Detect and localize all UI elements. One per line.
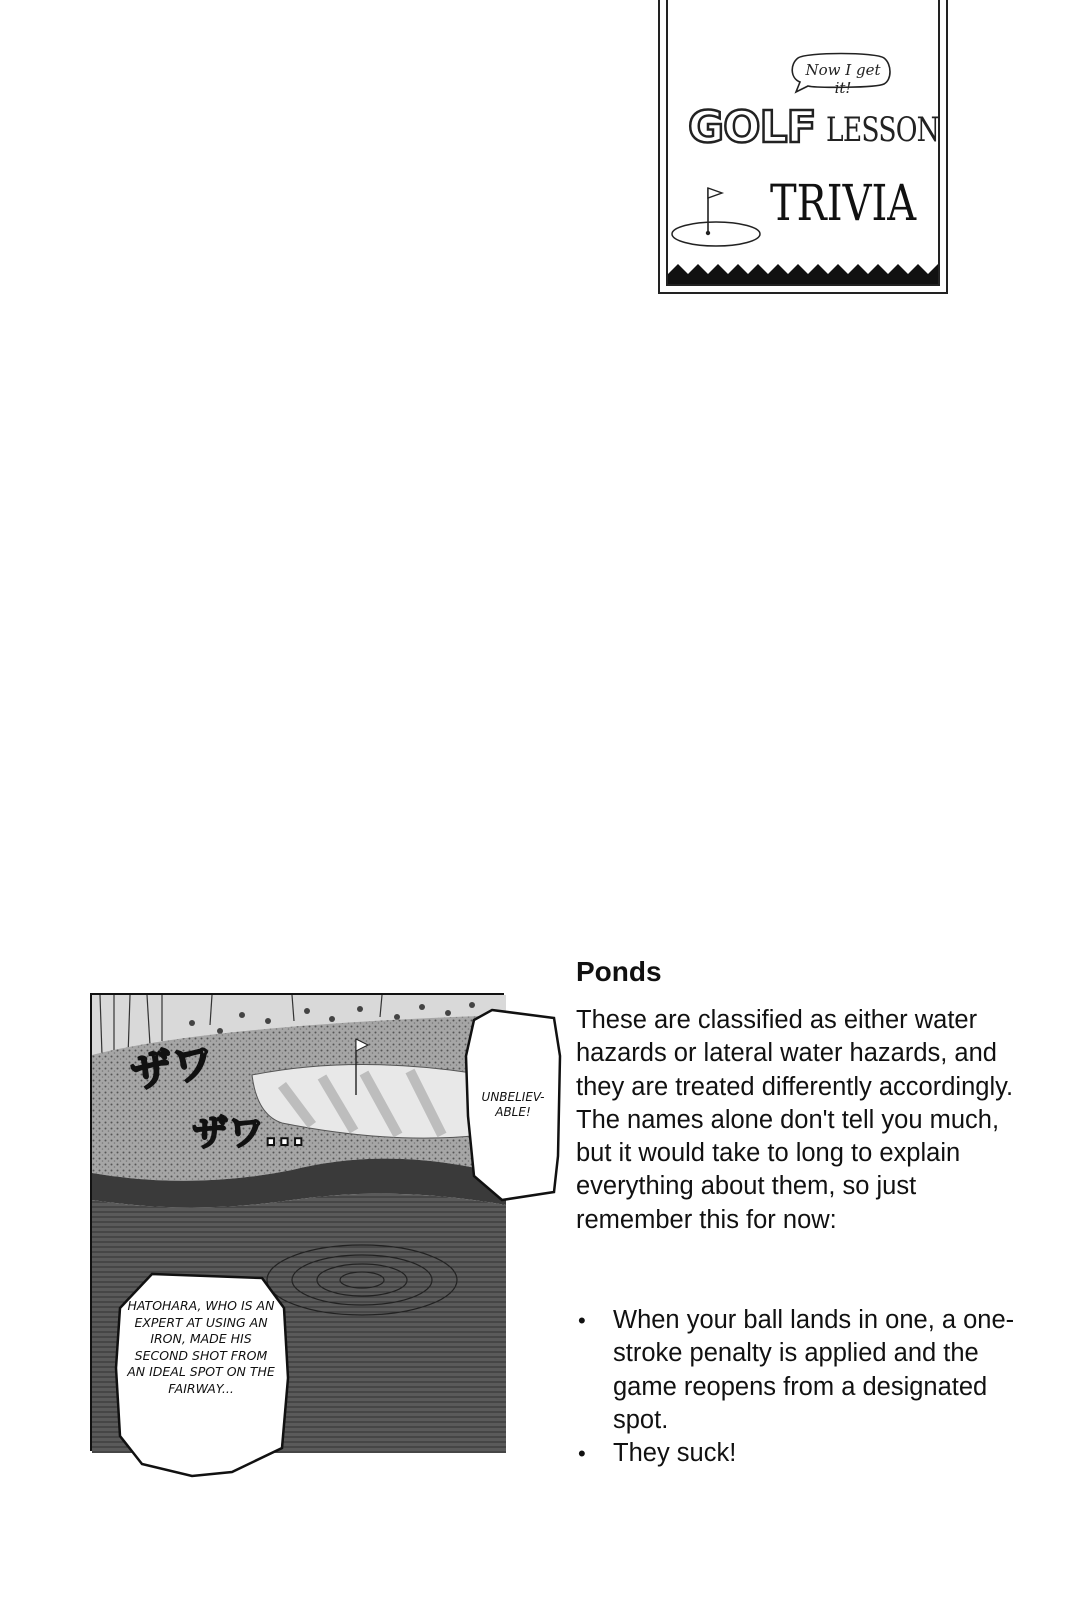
title-golf: GOLF xyxy=(688,102,816,153)
bullet-icon: • xyxy=(578,1441,586,1467)
list-item xyxy=(576,1437,1026,1470)
trivia-header xyxy=(658,0,948,294)
bubble-left-text: HATOHARA, WHO IS AN EXPERT AT USING AN IRON, MADE HIS SECOND SHOT FROM AN IDEAL SPOT ON THE FAIRWAY... xyxy=(127,1298,275,1396)
ponds-title: Ponds xyxy=(576,956,662,987)
sfx-zawa-1: ザワ xyxy=(127,1037,218,1098)
title-trivia: TRIVIA xyxy=(770,174,917,232)
bubble-right-text: UNBELIEV-ABLE! xyxy=(481,1090,545,1119)
sfx-zawa-2: ザワ... xyxy=(192,1113,306,1154)
title-lesson: LESSON xyxy=(826,110,940,150)
ponds-body: These are classified as either water hazards or lateral water hazards, and they are treated differently accordingly. The names alone don't tell you much, but it would take to long to explain everything about them, so just remember this for now: xyxy=(576,1006,1014,1234)
bullet-text: When your ball lands in one, a one-stroke penalty is applied and the game reopens from a designated spot. xyxy=(613,1306,1015,1434)
bubble-text: Now I get it! xyxy=(805,61,881,97)
ponds-bullet-list xyxy=(576,1304,1026,1470)
bullet-icon: • xyxy=(578,1308,586,1333)
golf-green-flag-icon xyxy=(668,180,768,250)
zigzag-border xyxy=(668,264,938,284)
list-item xyxy=(576,1304,1026,1437)
bullet-text: They suck! xyxy=(613,1439,737,1468)
